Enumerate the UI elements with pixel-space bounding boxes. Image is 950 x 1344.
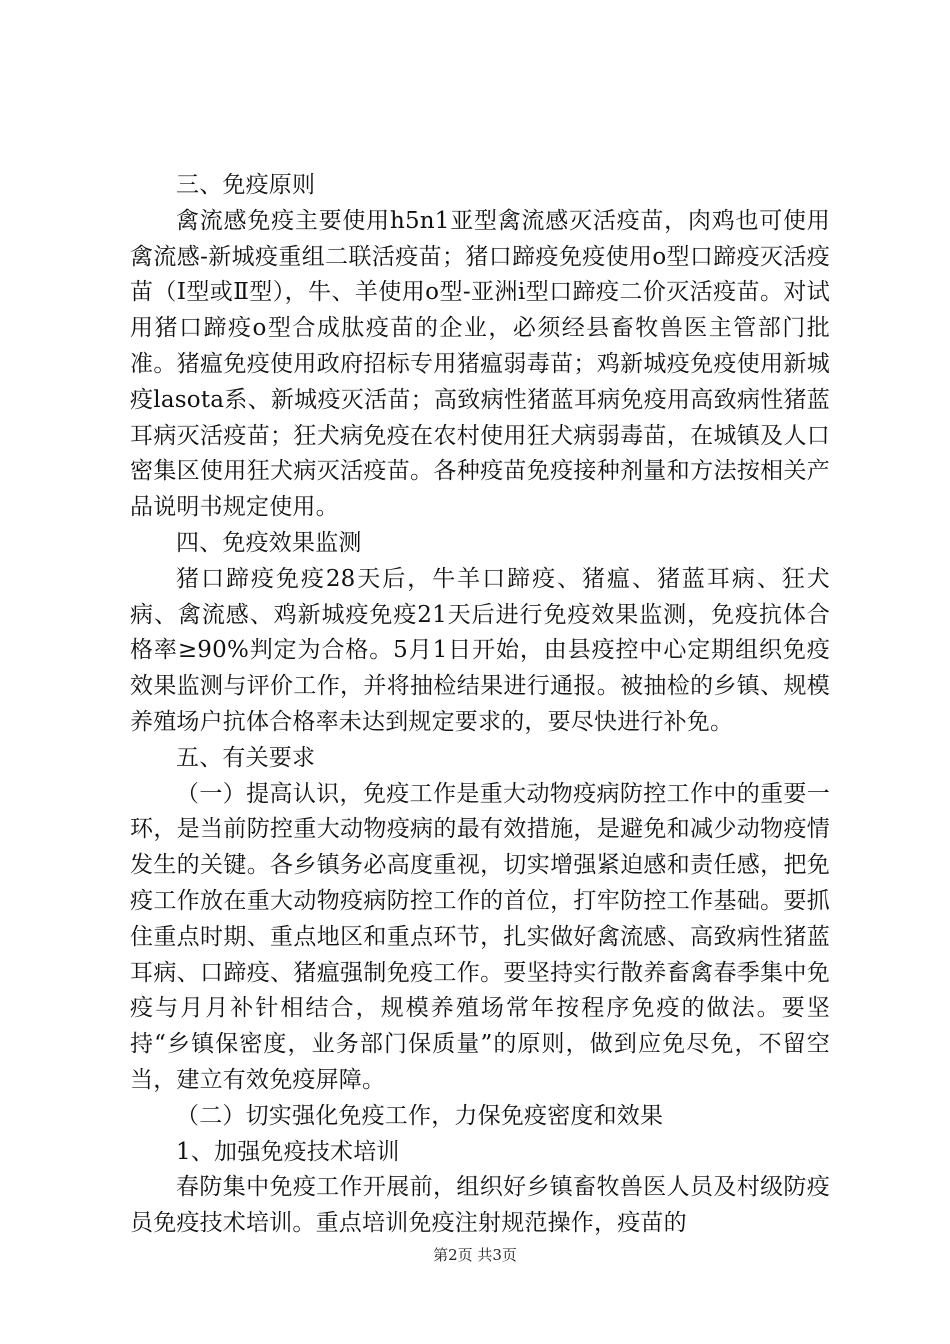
- page-footer: 第2页 共3页: [433, 1246, 517, 1264]
- heading-effect-monitoring: 四、免疫效果监测: [176, 529, 362, 556]
- paragraph-effect-monitoring: 猪口蹄疫免疫28天后，牛羊口蹄疫、猪瘟、猪蓝耳病、狂犬病、禽流感、鸡新城疫免疫21天后进行免疫效果监测，免疫抗体合格率≥90%判定为合格。5月1日开始，由县疫控中心定期组织免疫效果监测与评价工作，并将抽检结果进行通报。被抽检的乡镇、规模养殖场户抗体合格率未达到规定要求的，要尽快进行补免。: [130, 565, 830, 735]
- subheading-strengthen-immunization: （二）切实强化免疫工作，力保免疫密度和效果: [176, 1102, 664, 1129]
- heading-immunization-principles: 三、免疫原则: [176, 172, 316, 198]
- subheading-technical-training: 1、加强免疫技术培训: [176, 1138, 400, 1165]
- document-body: [130, 168, 830, 1242]
- paragraph-raise-awareness: （一）提高认识，免疫工作是重大动物疫病防控工作中的重要一环，是当前防控重大动物疫病的最有效措施，是避免和减少动物疫情发生的关键。各乡镇务必高度重视，切实增强紧迫感和责任感，把免疫工作放在重大动物疫病防控工作的首位，打牢防控工作基础。要抓住重点时期、重点地区和重点环节，扎实做好禽流感、高致病性猪蓝耳病、口蹄疫、猪瘟强制免疫工作。要坚持实行散养畜禽春季集中免疫与月月补针相结合，规模养殖场常年按程序免疫的做法。要坚持“乡镇保密度，业务部门保质量”的原则，做到应免尽免，不留空当，建立有效免疫屏障。: [130, 780, 830, 1093]
- heading-requirements: 五、有关要求: [176, 744, 316, 771]
- paragraph-immunization-principles: 禽流感免疫主要使用h5n1亚型禽流感灭活疫苗，肉鸡也可使用禽流感-新城疫重组二联活疫苗；猪口蹄疫免疫使用o型口蹄疫灭活疫苗（Ⅰ型或Ⅱ型），牛、羊使用o型-亚洲i型口蹄疫二价灭活疫苗。对试用猪口蹄疫o型合成肽疫苗的企业，必须经县畜牧兽医主管部门批准。猪瘟免疫使用政府招标专用猪瘟弱毒苗；鸡新城疫免疫使用新城疫lasota系、新城疫灭活苗；高致病性猪蓝耳病免疫用高致病性猪蓝耳病灭活疫苗；狂犬病免疫在农村使用狂犬病弱毒苗，在城镇及人口密集区使用狂犬病灭活疫苗。各种疫苗免疫接种剂量和方法按相关产品说明书规定使用。: [130, 207, 830, 521]
- paragraph-technical-training: 春防集中免疫工作开展前，组织好乡镇畜牧兽医人员及村级防疫员免疫技术培训。重点培训免疫注射规范操作，疫苗的: [130, 1174, 830, 1237]
